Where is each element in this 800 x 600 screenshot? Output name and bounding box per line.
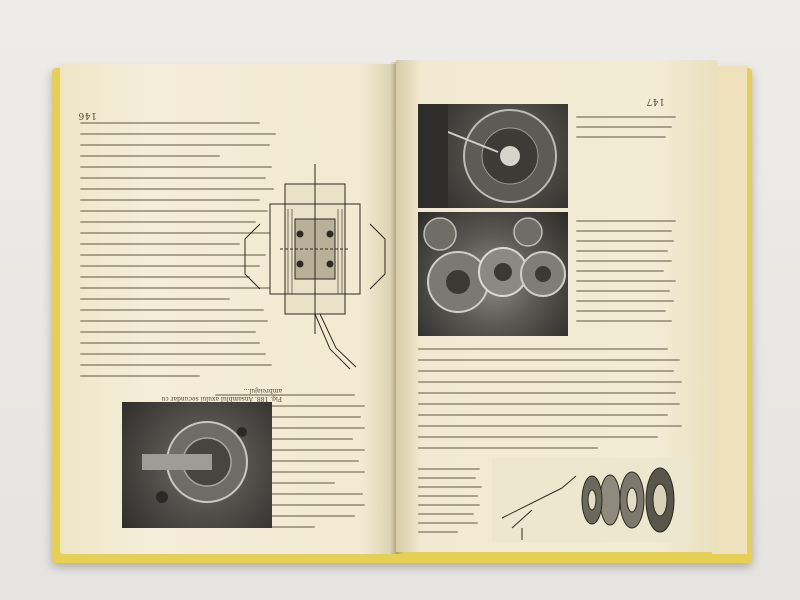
clutch-cross-section-drawing	[240, 164, 390, 374]
left-photo-caption: Fig. 188. Ansamblul axului secundar cu ambreiajul...	[161, 387, 282, 402]
left-page	[60, 64, 396, 554]
right-page-number: 147	[646, 96, 665, 106]
flywheel-photo	[418, 104, 568, 208]
clutch-disks-photo	[418, 212, 568, 336]
open-book	[52, 60, 752, 565]
gearbox-photo	[122, 402, 272, 528]
right-page	[396, 60, 718, 552]
left-page-number: 146	[78, 110, 97, 120]
exploded-clutch-drawing	[492, 458, 692, 542]
